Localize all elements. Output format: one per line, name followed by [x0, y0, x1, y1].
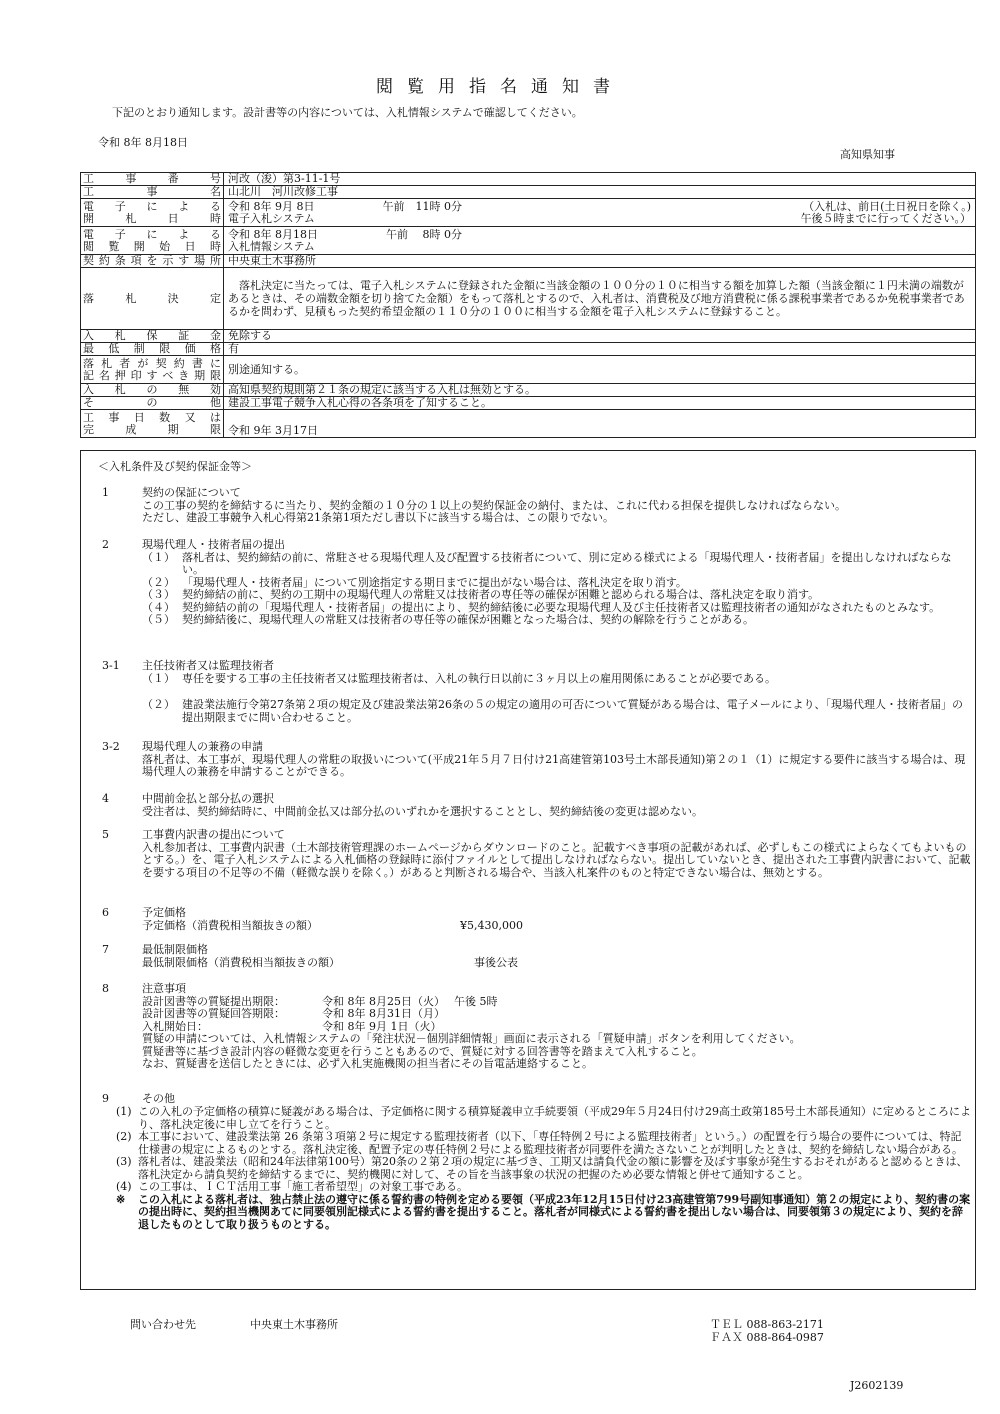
label-saitei [81, 343, 224, 356]
value-basho: 中央東土木事務所 [224, 255, 976, 268]
section-title: 現場代理人・技術者届の提出 [142, 538, 285, 551]
item-text: 落札者は、契約締結の前に、常駐させる現場代理人及び配置する技術者について、別に定める様式による「現場代理人・技術者届」を提出しなければならない。 [182, 550, 952, 576]
value-koji-mei: 山北川 河川改修工事 [224, 186, 976, 199]
kaisatsu-system: 電子入札システム [228, 211, 315, 225]
item-number: (4) [116, 1180, 132, 1193]
section-number: 7 [102, 943, 109, 956]
section-title: その他 [142, 1092, 175, 1105]
item-number: （３） [142, 588, 175, 601]
value-mukou: 高知県契約規則第２１条の規定に該当する入札は無効とする。 [224, 384, 976, 397]
value-kimei: 別途通知する。 [224, 356, 976, 384]
section-title: 契約の保証について [142, 486, 241, 499]
section-text: 受注者は、契約締結時に、中間前金払又は部分払のいずれかを選択することとし、契約締結後の変更は認めない。 [142, 804, 703, 818]
list-item [116, 1106, 972, 1131]
label-sonota [81, 397, 224, 410]
label-kansei [81, 410, 224, 438]
label-rakusatsu [81, 268, 224, 330]
section-title: 現場代理人の兼務の申請 [142, 740, 263, 753]
item-text: 契約締結の前に、契約の工期中の現場代理人の常駐又は技術者の専任等の確保が困難と認められる場合は、落札決定を取り消す。 [182, 588, 820, 601]
kaisatsu-time: 午前 11時 0分 [382, 199, 462, 213]
item-number: (1) [116, 1105, 132, 1118]
saitei-value: 事後公表 [474, 955, 518, 969]
item-text: この工事は、ＩＣＴ活用工事「施工者希望型」の対象工事である。 [138, 1180, 468, 1193]
section-text: この工事の契約を締結するに当たり、契約金額の１０分の１以上の契約保証金の納付、または、これに代わる担保を提供しなければならない。 [142, 498, 846, 512]
section-number: 5 [102, 828, 109, 841]
item-text: 契約締結の前の「現場代理人・技術者届」の提出により、契約締結後に必要な現場代理人及び主任技術者又は監理技術者の通知がなされたものとみなす。 [182, 600, 941, 614]
list-item [116, 1194, 972, 1232]
etsuran-date: 令和 8年 8月18日 [228, 227, 318, 241]
item-number: （２） [142, 698, 175, 711]
label-kaisatsu [81, 199, 224, 227]
item-number: （２） [142, 575, 175, 589]
section-8 [102, 983, 972, 1071]
jl: 工 事 番 号 [83, 172, 221, 185]
jl: 工 事 名 [83, 185, 221, 198]
kaisatsu-note1: （入札は、前日(土日祝日を除く。) [803, 199, 971, 213]
section-number: 3-2 [102, 740, 120, 753]
section-number: 2 [102, 538, 109, 551]
section-text: 質疑の申請については、入札情報システムの「発注状況－個別詳細情報」画面に表示される「質疑申請」ボタンを利用してください。 [142, 1032, 801, 1045]
section-title: 主任技術者又は監理技術者 [142, 659, 274, 672]
section-3-2 [102, 741, 972, 779]
section-text: ただし、建設工事競争入札心得第21条第1項ただし書以下に該当する場合は、この限りでない。 [142, 511, 614, 524]
yotei-value: ¥5,430,000 [460, 918, 523, 932]
section-text: 入札参加者は、工事費内訳書（土木部技術管理課のホームページからダウンロードのこと。記載すべき事項の記載があれば、必ずしもこの様式によらなくてもよいものとする。）を、電子入札システムによる入札価格の登録時に添付ファイルとして提出しなければならない。提出していないとき、提出された工事費内訳書において、記載を要する項目の不足等の不備（軽微な誤りを除く。）があると判断される場合や、当該入札案件のものと特定できない場合は、無効とする。 [142, 840, 971, 879]
jl: 開 札 日 時 [83, 211, 221, 225]
item-number: （５） [142, 613, 175, 626]
section-number: 6 [102, 906, 109, 919]
jl: 入 札 保 証 金 [83, 329, 221, 342]
section-text: 落札者は、本工事が、現場代理人の常駐の取扱いについて(平成21年５月７日付け21高建管第103号土木部長通知)第２の１（1）に規定する要件に該当する場合は、現場代理人の兼務を申請することができる。 [142, 752, 966, 778]
section-3-1 [102, 660, 972, 724]
jl: 閲 覧 開 始 日 時 [83, 239, 221, 253]
label-etsuran [81, 227, 224, 255]
list-item [116, 1131, 972, 1156]
etsuran-time: 午前 8時 0分 [386, 227, 462, 241]
jl: 契 約 条 項 を 示 す 場 所 [83, 254, 221, 267]
section-7 [102, 944, 972, 969]
section-number: 1 [102, 486, 109, 499]
section-number: 8 [102, 982, 109, 995]
value-kansei: 令和 9年 3月17日 [224, 410, 976, 438]
schedule-label: 設計図書等の質疑回答期限： [142, 1007, 285, 1020]
section-2 [102, 539, 972, 627]
value-etsuran [224, 227, 976, 255]
list-item [142, 614, 972, 627]
label-koji-mei [81, 186, 224, 199]
jl: 完 成 期 限 [83, 422, 221, 436]
jl: 入 札 の 無 効 [83, 383, 221, 396]
note-mark: ※ [116, 1192, 126, 1206]
etsuran-system: 入札情報システム [228, 239, 315, 253]
value-koji-bango: 河改（浚）第3-11-1号 [224, 173, 976, 186]
list-item [142, 673, 972, 686]
section-title: 予定価格 [142, 906, 186, 919]
list-item [142, 699, 972, 724]
label-kimei [81, 356, 224, 384]
notice-date: 令和 8年 8月18日 [98, 136, 188, 149]
item-text: 専任を要する工事の主任技術者又は監理技術者は、入札の執行日以前に３ヶ月以上の雇用関係にあることが必要である。 [182, 671, 776, 685]
jl: 電 子 に よ る [83, 199, 221, 213]
contact-tel: ＴＥＬ 088-863-2171 [710, 1318, 824, 1331]
value-rakusatsu: 落札決定に当たっては、電子入札システムに登録された金額に当該金額の１００分の１０に相当する額を加算した額（当該金額に１円未満の端数があるときは、その端数金額を切り捨てた金額）をもって落札とするので、入札者は、消費税及び地方消費税に係る課税事業者であるか免税事業者であるかを問わず、見積もった契約希望金額の１１０分の１００に相当する金額を電子入札システムに登録すること。 [224, 268, 976, 330]
yotei-label: 予定価格（消費税相当額抜きの額） [142, 918, 318, 932]
section-1 [102, 487, 972, 525]
jl: 落 札 者 が 契 約 書 に [83, 356, 221, 370]
item-text: 本工事において、建設業法第 26 条第３項第２号に規定する監理技術者（以下、「専任特例２号による監理技術者」という。）の配置を行う場合の要件については、特記仕様書の規定によるものとする。落札決定後、配置予定の専任特例２号による監理技術者が同要件を満たさないことが判明したときは、契約を締結しない場合がある。 [138, 1130, 963, 1156]
item-number: (2) [116, 1130, 132, 1143]
schedule-value: 令和 8年 8月25日（火） 午後 5時 [322, 994, 498, 1008]
jl: そ の 他 [83, 396, 221, 409]
list-item [116, 1156, 972, 1181]
value-hosho: 免除する [224, 330, 976, 343]
kaisatsu-date: 令和 8年 9月 8日 [228, 199, 315, 213]
section-number: 3-1 [102, 659, 120, 672]
intro-text: 下記のとおり通知します。設計書等の内容については、入札情報システムで確認してください。 [112, 106, 583, 119]
issuer: 高知県知事 [840, 148, 895, 161]
section-title: 最低制限価格 [142, 943, 208, 956]
section-title: 工事費内訳書の提出について [142, 828, 285, 841]
section-title: 中間前金払と部分払の選択 [142, 792, 274, 805]
item-text: 落札者は、建設業法（昭和24年法律第100号）第20条の２第２項の規定に基づき、工期又は請負代金の額に影響を及ぼす事象が発生するおそれがあると認めるときは、落札決定から請負契約を締結するまでに、契約機関に対して、その旨を当該事象の状況の把握のため必要な情報と併せて通知すること。 [138, 1155, 968, 1181]
item-text: 建設業法施行令第27条第２項の規定及び建設業法第26条の５の規定の適用の可否について質疑がある場合は、電子メールにより、「現場代理人・技術者届」の提出期限までに問い合わせること。 [182, 698, 964, 724]
doc-code: J2602139 [850, 1379, 904, 1392]
section-6 [102, 907, 972, 932]
label-mukou [81, 384, 224, 397]
item-text: この入札による落札者は、独占禁止法の遵守に係る誓約書の特例を定める要領（平成23年12月15日付け23高建管第799号副知事通知）第２の規定により、契約書の案の提出時に、契約担当機関あてに同要領別記様式による誓約書を提出すること。落札者が同様式による誓約書を提出しない場合は、同要領第３の規定により、契約を辞退したものとして取り扱うものとする。 [138, 1192, 971, 1231]
schedule-label: 入札開始日： [142, 1019, 208, 1033]
item-text: 契約締結後に、現場代理人の常駐又は技術者の専任等の確保が困難となった場合は、契約の解除を行うことがある。 [182, 613, 754, 626]
value-sonota: 建設工事電子競争入札心得の各条項を了知すること。 [224, 397, 976, 410]
item-text: 「現場代理人・技術者届」について別途指定する期日までに提出がない場合は、落札決定を取り消す。 [182, 575, 687, 589]
list-item [116, 1181, 972, 1194]
conditions-heading: ＜入札条件及び契約保証金等＞ [98, 460, 252, 473]
label-basho [81, 255, 224, 268]
section-number: 4 [102, 792, 109, 805]
item-number: （４） [142, 600, 175, 614]
list-item [142, 589, 972, 602]
list-item [142, 552, 972, 577]
section-text: 質疑書等に基づき設計内容の軽微な変更を行うこともあるので、質疑に対する回答書等を踏まえて入札すること。 [142, 1044, 703, 1058]
item-number: (3) [116, 1155, 132, 1168]
section-text: なお、質疑書を送信したときには、必ず入札実施機関の担当者にその旨電話連絡すること。 [142, 1057, 593, 1070]
schedule-label: 設計図書等の質疑提出期限： [142, 994, 285, 1008]
section-number: 9 [102, 1092, 109, 1105]
contact-office: 中央東土木事務所 [250, 1318, 338, 1331]
item-number: （１） [142, 550, 175, 564]
contact-label: 問い合わせ先 [130, 1318, 196, 1331]
jl: 電 子 に よ る [83, 227, 221, 241]
page-title: 閲覧用指名通知書 [376, 77, 624, 97]
section-9-items [116, 1106, 972, 1231]
label-hosho [81, 330, 224, 343]
saitei-label: 最低制限価格（消費税相当額抜きの額） [142, 955, 340, 969]
section-9 [102, 1093, 972, 1106]
schedule-value: 令和 8年 8月31日（月） [322, 1007, 445, 1020]
label-koji-bango [81, 173, 224, 186]
jl: 最 低 制 限 価 格 [83, 342, 221, 355]
item-number: （１） [142, 671, 175, 685]
jl: 記 名 押 印 す べ き 期 限 [83, 368, 221, 382]
section-title: 注意事項 [142, 982, 186, 995]
schedule-value: 令和 8年 9月 1日（火） [322, 1019, 442, 1033]
jl: 落 札 決 定 [83, 291, 221, 305]
section-5 [102, 829, 972, 879]
jl: 工 事 日 数 又 は [83, 410, 221, 424]
contact-fax: ＦＡＸ 088-864-0987 [710, 1331, 824, 1344]
section-4 [102, 793, 972, 818]
value-saitei: 有 [224, 343, 976, 356]
value-kaisatsu [224, 199, 976, 227]
kaisatsu-note2: 午後５時までに行ってください。） [800, 211, 971, 225]
info-table [80, 172, 976, 438]
item-text: この入札の予定価格の積算に疑義がある場合は、予定価格に関する積算疑義申立手続要領（平成29年５月24日付け29高土政第185号土木部長通知）に定めるところにより、落札決定後に申し立てを行うこと。 [138, 1105, 971, 1131]
